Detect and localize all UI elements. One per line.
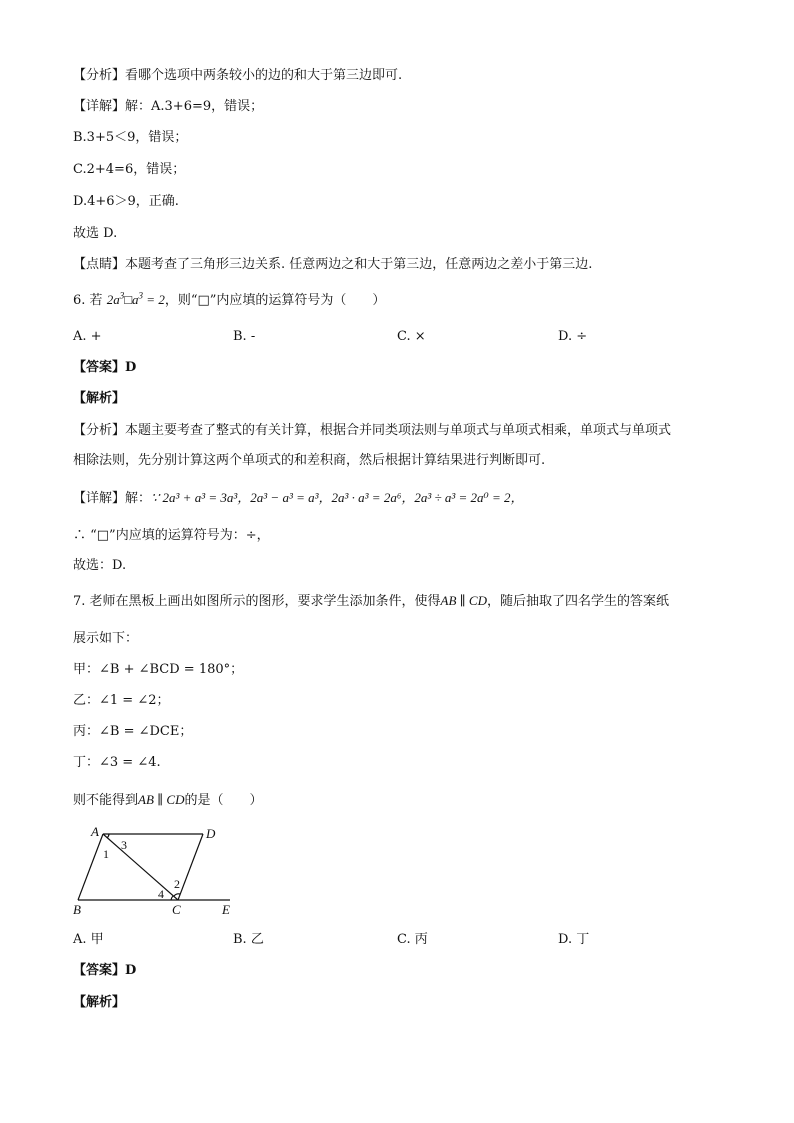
q5-detail-text: 解：A.3+6=9，错误； [125,99,264,114]
q7-jia: 甲：∠B + ∠BCD = 180°； [73,662,244,677]
label-d: D [206,826,216,841]
label-b: B [73,902,81,917]
q7-option-c: C. 丙 [397,932,428,947]
q7-figure [70,822,240,922]
q5-comment: 【点睛】本题考查了三角形三边关系. 任意两边之和大于第三边，任意两边之差小于第三边. [73,257,593,272]
q7-yi: 乙：∠1 = ∠2； [73,693,170,708]
q6-detail [73,490,524,507]
label-e: E [222,902,230,917]
q6-detail-prefix: 【详解】解： [73,491,152,506]
q7-jiexi: 【解析】 [73,995,126,1010]
q6-stem-suffix: ，则“□”内应填的运算符号为（ ） [164,293,386,308]
q6-option-c: C. × [397,329,426,344]
label-angle-2: 2 [174,877,180,891]
q7-ask: 则不能得到AB ∥ CD的是（ ） [73,792,263,808]
q5-option-c: C.2+4=6，错误； [73,162,186,177]
q5-detail-label: 【详解】 [73,99,126,114]
q7-stem-math: AB ∥ CD [440,593,487,608]
q5-detail-a [73,99,263,115]
q6-choose: 故选：D. [73,558,127,573]
q5-option-b: B.3+5＜9，错误； [73,130,188,145]
q6-therefore: ∴ “□”内应填的运算符号为：÷， [73,528,270,543]
q7-option-a: A. 甲 [73,932,104,947]
q5-choose: 故选 D. [73,226,118,241]
label-a: A [91,824,99,839]
q6-answer: 【答案】D [73,360,137,375]
q5-option-d: D.4+6＞9，正确. [73,194,179,209]
label-angle-1: 1 [103,847,109,861]
q7-option-d: D. 丁 [558,932,590,947]
q7-ask-math: AB ∥ CD [138,792,185,807]
label-angle-4: 4 [158,887,164,901]
q7-stem-2: 展示如下： [73,631,139,646]
q6-option-a: A. + [73,329,102,344]
label-c: C [172,902,181,917]
q6-option-b: B. - [233,329,256,344]
q5-analysis: 【分析】看哪个选项中两条较小的边的和大于第三边即可. [73,68,403,83]
segment-cd [178,834,203,900]
q7-answer: 【答案】D [73,963,137,978]
q6-stem-math: $2a^3□a^3 = 2$ [106,290,165,307]
q6-stem [73,292,385,309]
q6-detail-math: ∵ 2a³ + a³ = 3a³，2a³ − a³ = a³，2a³ · a³ = 2a⁶，2a³ ÷ a³ = 2a⁰ = 2， [151,490,524,505]
q7-bing: 丙：∠B = ∠DCE； [73,724,193,739]
q6-option-d: D. ÷ [558,329,588,344]
label-angle-3: 3 [121,838,127,852]
q6-analysis-2: 相除法则，先分别计算这两个单项式的和差积商，然后根据计算结果进行判断即可. [73,453,546,468]
q7-stem-1: 7. 老师在黑板上画出如图所示的图形，要求学生添加条件，使得AB ∥ CD，随后抽取了四名学生的答案纸 [73,593,670,609]
q7-ding: 丁：∠3 = ∠4. [73,755,161,770]
q7-option-b: B. 乙 [233,932,264,947]
q6-analysis-1: 【分析】本题主要考查了整式的有关计算，根据合并同类项法则与单项式与单项式相乘，单项式与单项式 [73,423,672,438]
segment-ac [103,834,178,900]
q6-jiexi: 【解析】 [73,391,126,406]
segment-ab [78,834,103,900]
q6-stem-prefix: 6. 若 [73,293,103,308]
